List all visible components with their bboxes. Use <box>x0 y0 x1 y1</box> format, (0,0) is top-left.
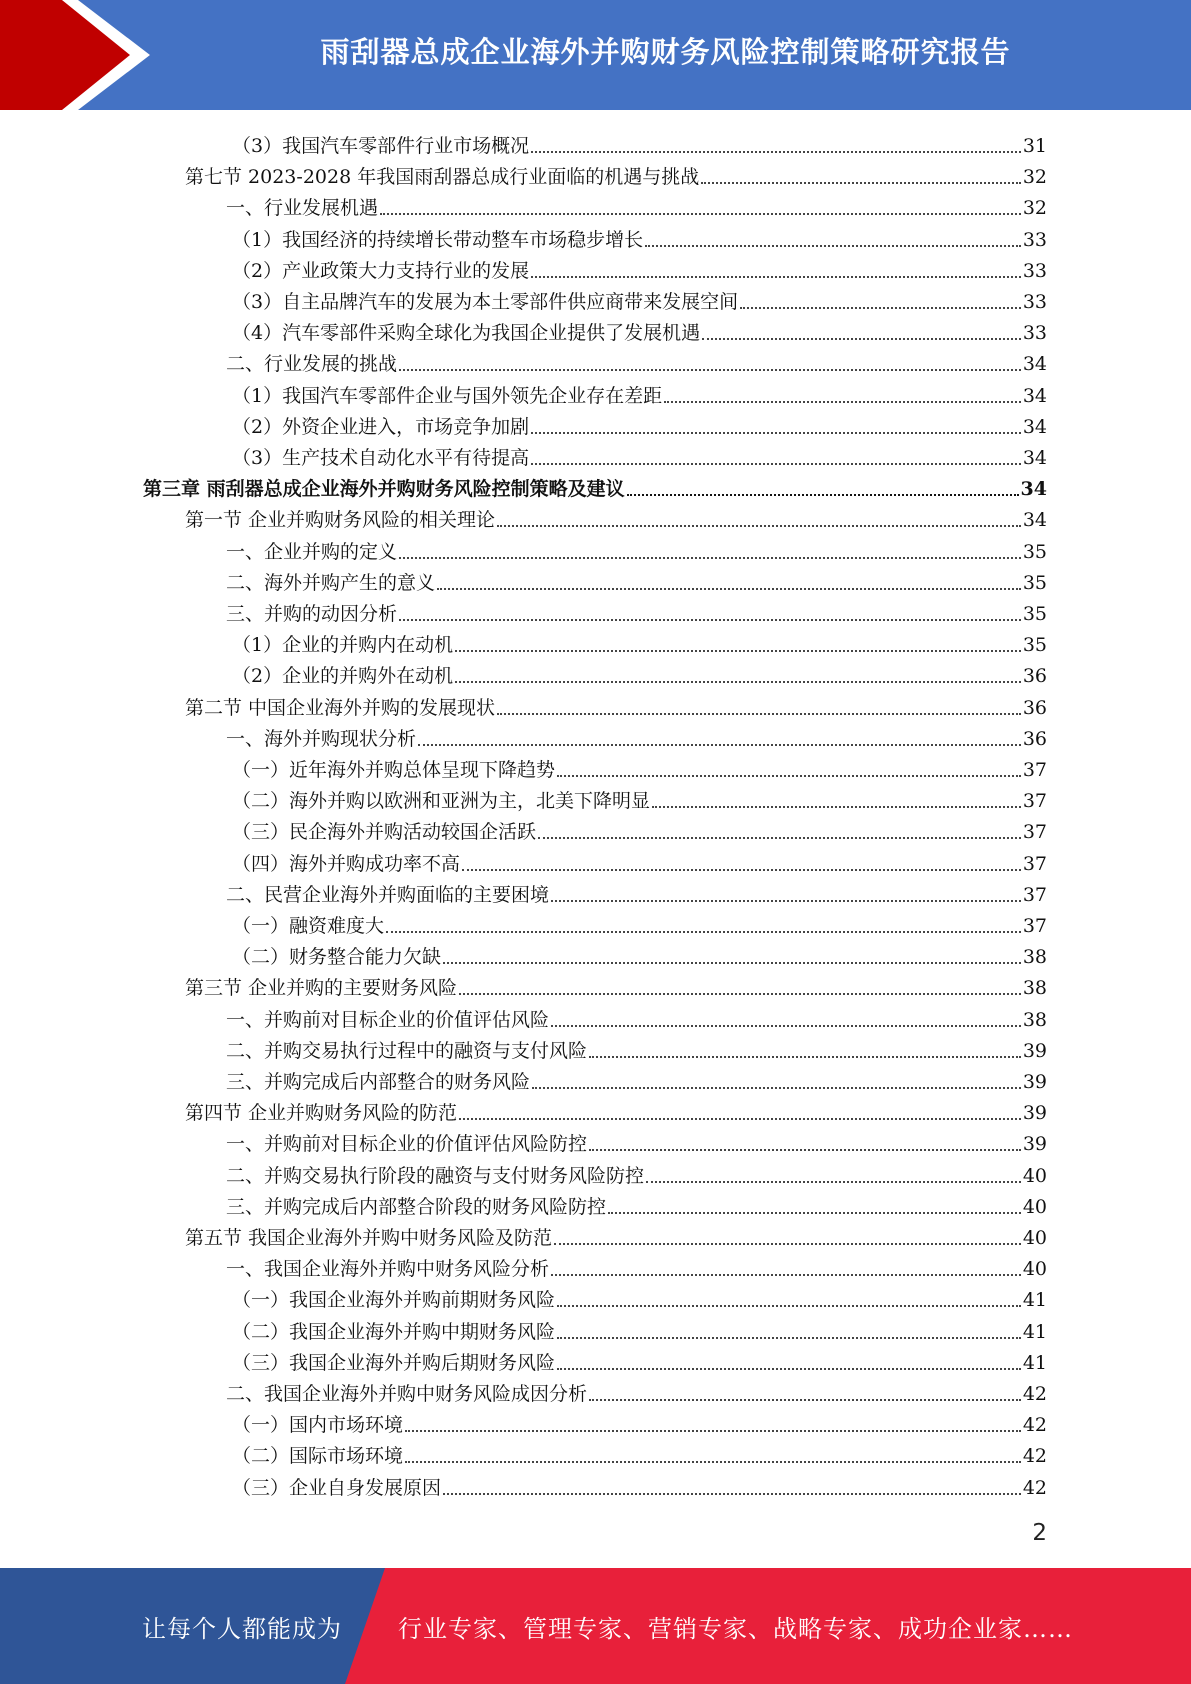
toc-entry-page: 33 <box>1022 228 1047 251</box>
toc-leader-dots <box>701 181 1021 184</box>
toc-leader-dots <box>497 712 1021 715</box>
toc-entry[interactable] <box>232 907 1047 938</box>
toc-leader-dots <box>627 493 1019 496</box>
toc-entry-title: 第三章 雨刮器总成企业海外并购财务风险控制策略及建议 <box>143 478 625 501</box>
toc-entry-title: 一、企业并购的定义 <box>226 540 398 563</box>
toc-entry-title: （四）海外并购成功率不高 <box>232 852 461 875</box>
toc-entry-page: 35 <box>1022 540 1047 563</box>
toc-entry-page: 36 <box>1022 696 1047 719</box>
toc-entry[interactable] <box>226 1250 1047 1281</box>
toc-entry[interactable] <box>226 533 1047 564</box>
toc-leader-dots <box>557 774 1021 777</box>
toc-entry[interactable] <box>185 1094 1047 1125</box>
toc-entry-page: 34 <box>1022 509 1047 532</box>
toc-entry[interactable] <box>185 969 1047 1000</box>
toc-entry-page: 34 <box>1022 384 1047 407</box>
toc-entry-title: 第一节 企业并购财务风险的相关理论 <box>185 509 496 532</box>
toc-entry-page: 37 <box>1022 883 1047 906</box>
toc-leader-dots <box>557 1304 1021 1307</box>
toc-leader-dots <box>554 1242 1021 1245</box>
toc-entry-page: 35 <box>1022 634 1047 657</box>
toc-entry[interactable] <box>226 1001 1047 1032</box>
toc-entry[interactable] <box>226 1157 1047 1188</box>
toc-entry-page: 42 <box>1022 1414 1047 1437</box>
toc-entry-title: 二、行业发展的挑战 <box>226 353 398 376</box>
toc-entry[interactable] <box>226 564 1047 595</box>
toc-entry-page: 42 <box>1022 1383 1047 1405</box>
toc-leader-dots <box>551 899 1021 902</box>
toc-entry[interactable] <box>232 938 1047 969</box>
toc-entry-page: 42 <box>1022 1476 1047 1499</box>
toc-entry-page: 42 <box>1022 1445 1047 1468</box>
toc-entry-title: （二）海外并购以欧洲和亚洲为主，北美下降明显 <box>232 790 651 813</box>
toc-entry[interactable] <box>232 1406 1047 1437</box>
toc-leader-dots <box>459 1117 1021 1120</box>
page-footer <box>0 1568 1191 1684</box>
toc-entry[interactable] <box>232 252 1047 283</box>
toc-entry[interactable] <box>232 845 1047 876</box>
toc-entry-title: （1）我国经济的持续增长带动整车市场稳步增长 <box>232 228 644 251</box>
toc-entry-title: （1）企业的并购内在动机 <box>232 634 454 657</box>
toc-entry-page: 40 <box>1022 1164 1047 1187</box>
toc-entry[interactable] <box>232 1437 1047 1468</box>
toc-leader-dots <box>443 1492 1021 1495</box>
toc-entry-title: （三）企业自身发展原因 <box>232 1476 442 1499</box>
toc-leader-dots <box>702 337 1021 340</box>
toc-leader-dots <box>399 368 1021 371</box>
toc-entry[interactable] <box>185 1219 1047 1250</box>
toc-entry-page: 41 <box>1022 1351 1047 1374</box>
toc-entry-page: 34 <box>1022 353 1047 376</box>
toc-entry-title: 第五节 我国企业海外并购中财务风险及防范 <box>185 1227 553 1249</box>
report-title: 雨刮器总成企业海外并购财务风险控制策略研究报告 <box>320 34 1011 69</box>
page-header <box>0 0 1191 110</box>
toc-leader-dots <box>405 1429 1021 1432</box>
toc-leader-dots <box>497 524 1021 527</box>
toc-entry-title: 第四节 企业并购财务风险的防范 <box>185 1102 458 1125</box>
toc-entry[interactable] <box>226 876 1047 907</box>
toc-entry-page: 36 <box>1022 727 1047 750</box>
header-arrow-decoration <box>0 0 160 110</box>
toc-leader-dots <box>532 1086 1021 1089</box>
toc-entry-page: 38 <box>1022 1008 1047 1031</box>
page-number: 2 <box>1032 1520 1047 1546</box>
toc-leader-dots <box>557 1367 1021 1370</box>
toc-leader-dots <box>538 836 1021 839</box>
toc-entry-title: 二、并购交易执行过程中的融资与支付风险 <box>226 1039 588 1062</box>
toc-leader-dots <box>399 556 1021 559</box>
toc-leader-dots <box>455 680 1021 683</box>
toc-entry[interactable] <box>232 626 1047 657</box>
toc-entry-title: （二）财务整合能力欠缺 <box>232 946 442 969</box>
toc-entry[interactable] <box>232 813 1047 844</box>
toc-entry-page: 39 <box>1022 1133 1047 1156</box>
toc-entry-page: 33 <box>1022 322 1047 345</box>
toc-entry[interactable] <box>232 1344 1047 1375</box>
toc-entry-page: 38 <box>1022 977 1047 1000</box>
toc-entry[interactable] <box>232 782 1047 813</box>
toc-entry-page: 40 <box>1022 1195 1047 1218</box>
toc-leader-dots <box>531 462 1021 465</box>
toc-entry-page: 37 <box>1022 821 1047 844</box>
toc-entry-page: 39 <box>1022 1039 1047 1062</box>
toc-entry-title: 二、民营企业海外并购面临的主要困境 <box>226 883 550 906</box>
toc-entry-title: （二）国际市场环境 <box>232 1445 404 1468</box>
toc-entry[interactable] <box>226 345 1047 376</box>
toc-entry-title: 二、我国企业海外并购中财务风险成因分析 <box>226 1383 588 1405</box>
toc-entry-page: 39 <box>1022 1071 1047 1093</box>
toc-entry-title: （三）民企海外并购活动较国企活跃 <box>232 821 537 844</box>
toc-entry[interactable] <box>226 1125 1047 1156</box>
toc-entry[interactable] <box>232 1281 1047 1312</box>
toc-leader-dots <box>608 1211 1021 1214</box>
toc-entry-page: 38 <box>1022 946 1047 969</box>
toc-entry-page: 32 <box>1022 197 1047 220</box>
toc-entry-page: 35 <box>1022 571 1047 594</box>
toc-entry-title: 二、海外并购产生的意义 <box>226 571 436 594</box>
toc-leader-dots <box>405 1460 1021 1463</box>
toc-entry-title: 一、并购前对目标企业的价值评估风险 <box>226 1008 550 1031</box>
toc-entry-page: 37 <box>1022 759 1047 781</box>
toc-entry[interactable] <box>232 377 1047 408</box>
toc-entry[interactable] <box>226 1188 1047 1219</box>
toc-entry-page: 40 <box>1022 1258 1047 1281</box>
toc-entry-title: 一、海外并购现状分析 <box>226 727 417 750</box>
toc-entry-title: 三、并购完成后内部整合的财务风险 <box>226 1071 531 1093</box>
toc-leader-dots <box>455 649 1021 652</box>
toc-leader-dots <box>531 275 1021 278</box>
toc-entry-page: 39 <box>1022 1102 1047 1125</box>
toc-entry[interactable] <box>226 189 1047 220</box>
toc-entry[interactable] <box>226 1032 1047 1063</box>
toc-leader-dots <box>589 1398 1021 1401</box>
toc-entry-title: （2）外资企业进入，市场竞争加剧 <box>232 415 530 438</box>
toc-leader-dots <box>557 1336 1021 1339</box>
toc-leader-dots <box>531 431 1021 434</box>
toc-entry-title: （3）生产技术自动化水平有待提高 <box>232 447 530 469</box>
toc-leader-dots <box>399 618 1021 621</box>
toc-entry-page: 34 <box>1022 447 1047 469</box>
toc-entry[interactable] <box>226 720 1047 751</box>
toc-entry-page: 32 <box>1022 166 1047 189</box>
toc-entry-title: （一）国内市场环境 <box>232 1414 404 1437</box>
toc-entry[interactable] <box>232 283 1047 314</box>
toc-entry[interactable] <box>226 1375 1047 1406</box>
toc-leader-dots <box>645 244 1021 247</box>
toc-leader-dots <box>386 930 1021 933</box>
toc-entry[interactable] <box>232 1469 1047 1500</box>
toc-leader-dots <box>551 1273 1021 1276</box>
toc-entry[interactable] <box>232 221 1047 252</box>
toc-entry-title: （2）产业政策大力支持行业的发展 <box>232 259 530 282</box>
footer-slogan-left: 让每个人都能成为 <box>142 1614 342 1643</box>
toc-entry-title: 一、我国企业海外并购中财务风险分析 <box>226 1258 550 1281</box>
toc-entry-title: 第七节 2023-2028 年我国雨刮器总成行业面临的机遇与挑战 <box>185 166 700 189</box>
toc-entry[interactable] <box>226 595 1047 626</box>
toc-entry-title: （一）近年海外并购总体呈现下降趋势 <box>232 759 556 781</box>
toc-leader-dots <box>418 743 1021 746</box>
toc-leader-dots <box>551 1024 1021 1027</box>
toc-entry-page: 37 <box>1022 915 1047 937</box>
toc-entry[interactable] <box>232 751 1047 782</box>
toc-entry-title: 一、并购前对目标企业的价值评估风险防控 <box>226 1133 588 1156</box>
toc-entry[interactable] <box>185 689 1047 720</box>
toc-entry-page: 37 <box>1022 852 1047 875</box>
toc-leader-dots <box>443 961 1021 964</box>
toc-entry-page: 33 <box>1022 291 1047 313</box>
toc-entry[interactable] <box>232 657 1047 688</box>
toc-entry-title: 三、并购的动因分析 <box>226 603 398 625</box>
toc-leader-dots <box>437 587 1021 590</box>
toc-leader-dots <box>531 150 1021 153</box>
toc-entry-title: （一）我国企业海外并购前期财务风险 <box>232 1289 556 1312</box>
toc-leader-dots <box>462 868 1021 871</box>
toc-leader-dots <box>646 1180 1021 1183</box>
toc-entry-page: 37 <box>1022 790 1047 813</box>
toc-entry-page: 34 <box>1020 478 1047 501</box>
toc-entry-page: 36 <box>1022 665 1047 688</box>
toc-entry[interactable] <box>232 408 1047 439</box>
toc-entry-page: 33 <box>1022 259 1047 282</box>
toc-leader-dots <box>380 212 1021 215</box>
toc-entry-page: 31 <box>1022 135 1047 157</box>
toc-entry-title: 二、并购交易执行阶段的融资与支付财务风险防控 <box>226 1164 645 1187</box>
toc-entry[interactable] <box>232 314 1047 345</box>
toc-entry-page: 41 <box>1022 1289 1047 1312</box>
toc-entry-title: 三、并购完成后内部整合阶段的财务风险防控 <box>226 1195 607 1218</box>
toc-entry[interactable] <box>232 1313 1047 1344</box>
toc-entry-title: （3）自主品牌汽车的发展为本土零部件供应商带来发展空间 <box>232 291 739 313</box>
footer-slogan-right: 行业专家、管理专家、营销专家、战略专家、成功企业家…… <box>398 1614 1073 1643</box>
toc-entry-title: （三）我国企业海外并购后期财务风险 <box>232 1351 556 1374</box>
toc-leader-dots <box>664 400 1021 403</box>
toc-entry-title: （二）我国企业海外并购中期财务风险 <box>232 1320 556 1343</box>
toc-entry[interactable] <box>226 1063 1047 1094</box>
toc-entry-page: 40 <box>1022 1227 1047 1249</box>
toc-leader-dots <box>589 1148 1021 1151</box>
toc-entry-title: （1）我国汽车零部件企业与国外领先企业存在差距 <box>232 384 663 407</box>
toc-leader-dots <box>652 805 1021 808</box>
toc-entry[interactable] <box>143 470 1047 501</box>
toc-entry[interactable] <box>232 127 1047 158</box>
toc-entry[interactable] <box>232 439 1047 470</box>
toc-entry-title: 第二节 中国企业海外并购的发展现状 <box>185 696 496 719</box>
toc-entry-page: 35 <box>1022 603 1047 625</box>
toc-entry-title: （3）我国汽车零部件行业市场概况 <box>232 135 530 157</box>
toc-leader-dots <box>459 992 1021 995</box>
toc-entry-title: 第三节 企业并购的主要财务风险 <box>185 977 458 1000</box>
toc-entry-title: （一）融资难度大 <box>232 915 385 937</box>
toc-entry-page: 34 <box>1022 415 1047 438</box>
toc-entry-title: （4）汽车零部件采购全球化为我国企业提供了发展机遇 <box>232 322 701 345</box>
toc-entry[interactable] <box>185 501 1047 532</box>
toc-leader-dots <box>589 1055 1021 1058</box>
toc-entry[interactable] <box>185 158 1047 189</box>
toc-entry-title: 一、行业发展机遇 <box>226 197 379 220</box>
toc-entry-page: 41 <box>1022 1320 1047 1343</box>
toc-entry-title: （2）企业的并购外在动机 <box>232 665 454 688</box>
toc-leader-dots <box>740 306 1021 309</box>
